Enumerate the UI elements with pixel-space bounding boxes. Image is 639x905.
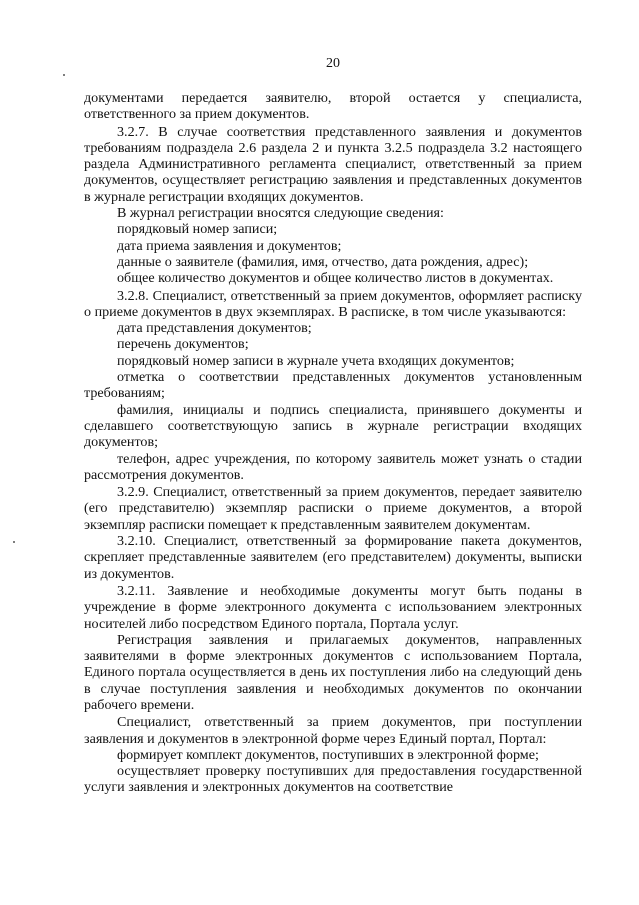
paragraph: 3.2.10. Специалист, ответственный за формирование пакета документов, скрепляет представленные заявителем (его представителем) документы, выписки из документов. (84, 533, 582, 582)
list-item: фамилия, инициалы и подпись специалиста, принявшего документы и сделавшего соответствующую запись в журнале регистрации входящих документов; (84, 401, 582, 451)
list-item: дата представления документов; (117, 320, 312, 337)
list-item: перечень документов; (117, 336, 249, 353)
list-item: порядковый номер записи; (117, 221, 278, 238)
list-item: порядковый номер записи в журнале учета входящих документов; (117, 352, 515, 369)
list-item: общее количество документов и общее количество листов в документах. (117, 270, 554, 287)
document-body (84, 90, 582, 796)
list-item: осуществляет проверку поступивших для предоставления государственной услуги заявления и электронных документов на соответствие (84, 763, 582, 796)
paragraph: Регистрация заявления и прилагаемых документов, направленных заявителями в форме электронных документов с использованием Портала, Единого портала осуществляется в день их поступления либо на следующий день в случае поступления заявления и необходимых документов по окончании рабочего времени. (84, 631, 582, 713)
list-item: данные о заявителе (фамилия, имя, отчество, дата рождения, адрес); (117, 253, 529, 270)
paragraph: 3.2.7. В случае соответствия представленного заявления и документов требованиям подраздела 2.6 раздела 2 и пункта 3.2.5 подраздела 3.2 настоящего раздела Административного регламента специалист, ответственный за прием документов, осуществляет регистрацию заявления и представленных документов в журнале регистрации входящих документов. (84, 123, 582, 205)
page-number: 20 (326, 56, 340, 71)
paragraph: 3.2.11. Заявление и необходимые документы могут быть поданы в учреждение в форме электронного документа с использованием электронных носителей либо посредством Единого портала, Портала услуг. (84, 582, 582, 632)
list-item: дата приема заявления и документов; (117, 237, 342, 254)
paragraph: документами передается заявителю, второй остается у специалиста, ответственного за прием документов. (84, 90, 582, 123)
list-item: отметка о соответствии представленных документов установленным требованиям; (84, 369, 582, 402)
list-item: формирует комплект документов, поступивших в электронной форме; (117, 746, 539, 763)
scan-speck (13, 541, 15, 543)
paragraph: В журнал регистрации вносятся следующие сведения: (117, 205, 444, 222)
paragraph: 3.2.9. Специалист, ответственный за прием документов, передает заявителю (его представителю) экземпляр расписки о приеме документов, а второй экземпляр расписки помещает к представленным заявителем документам. (84, 484, 582, 533)
paragraph: 3.2.8. Специалист, ответственный за прием документов, оформляет расписку о приеме документов в двух экземплярах. В расписке, в том числе указываются: (84, 287, 582, 320)
paragraph: Специалист, ответственный за прием документов, при поступлении заявления и документов в электронной форме через Единый портал, Портал: (84, 714, 582, 747)
list-item: телефон, адрес учреждения, по которому заявитель может узнать о стадии рассмотрения документов. (84, 450, 582, 483)
scan-speck (63, 74, 65, 76)
